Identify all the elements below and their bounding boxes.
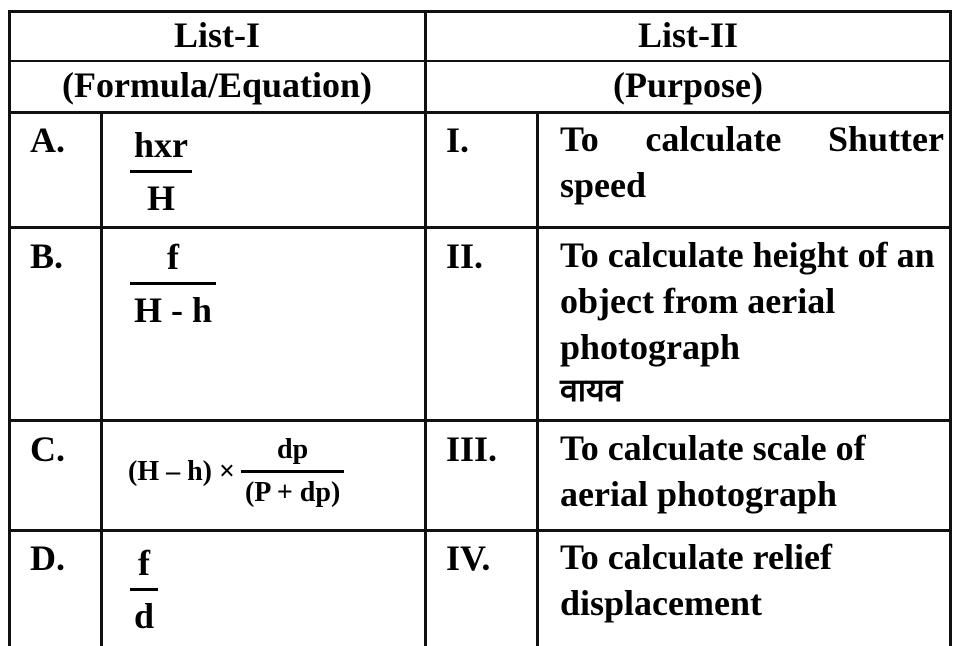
formula-a-denominator: H: [146, 178, 175, 218]
formula-c: [128, 434, 344, 509]
formula-a: [130, 124, 192, 219]
purpose-iv-text: To calculate relief displacement: [560, 537, 832, 623]
roman-numeral-i: I.: [446, 120, 470, 160]
formula-c-denominator: (P + dp): [244, 477, 341, 508]
header-divider: [8, 60, 952, 62]
purpose-iii-text: To calculate scale of aerial photograph: [560, 428, 866, 514]
purpose-iv: [560, 534, 940, 626]
list2-title: List-II: [637, 15, 739, 55]
purpose-iii: [560, 425, 946, 517]
formula-c-numerator: dp: [277, 434, 309, 465]
fraction-bar: [130, 588, 158, 591]
list2-subtitle: (Purpose): [613, 65, 763, 105]
list1-subtitle: (Formula/Equation): [61, 65, 373, 105]
purpose-ii: [560, 232, 940, 410]
fraction-bar: [130, 170, 192, 173]
roman-numeral-iv: IV.: [446, 538, 491, 578]
row-label-c: C.: [30, 429, 65, 469]
formula-d-denominator: d: [134, 596, 155, 636]
fraction-bar: [241, 470, 344, 473]
row-divider-bc: [8, 419, 952, 422]
row-divider-ab: [8, 226, 952, 229]
row-label-a: A.: [30, 120, 65, 160]
formula-c-prefix: (H – h) ×: [128, 455, 235, 487]
table-border-right: [949, 10, 952, 646]
fraction-bar: [130, 282, 216, 285]
purpose-i: [560, 116, 944, 208]
formula-b-numerator: f: [167, 237, 179, 277]
column-divider-list2: [536, 112, 539, 646]
formula-b-denominator: H - h: [134, 290, 213, 330]
formula-d: [130, 542, 158, 637]
row-label-b: B.: [30, 236, 64, 276]
column-divider-list1: [100, 112, 103, 646]
roman-numeral-iii: III.: [446, 429, 498, 469]
purpose-ii-text: To calculate height of an object from aerial photograph: [560, 235, 935, 367]
purpose-i-text: To calculate Shutter speed: [560, 119, 944, 205]
row-divider-cd: [8, 529, 952, 532]
purpose-ii-hindi-word: वायव: [560, 372, 623, 408]
formula-b: [130, 236, 216, 331]
list1-title: List-I: [173, 15, 260, 55]
formula-a-numerator: hxr: [134, 125, 188, 165]
roman-numeral-ii: II.: [446, 236, 484, 276]
row-label-d: D.: [30, 538, 65, 578]
header-bottom: [8, 111, 952, 114]
formula-c-fraction: [241, 434, 344, 509]
formula-d-numerator: f: [138, 543, 151, 583]
